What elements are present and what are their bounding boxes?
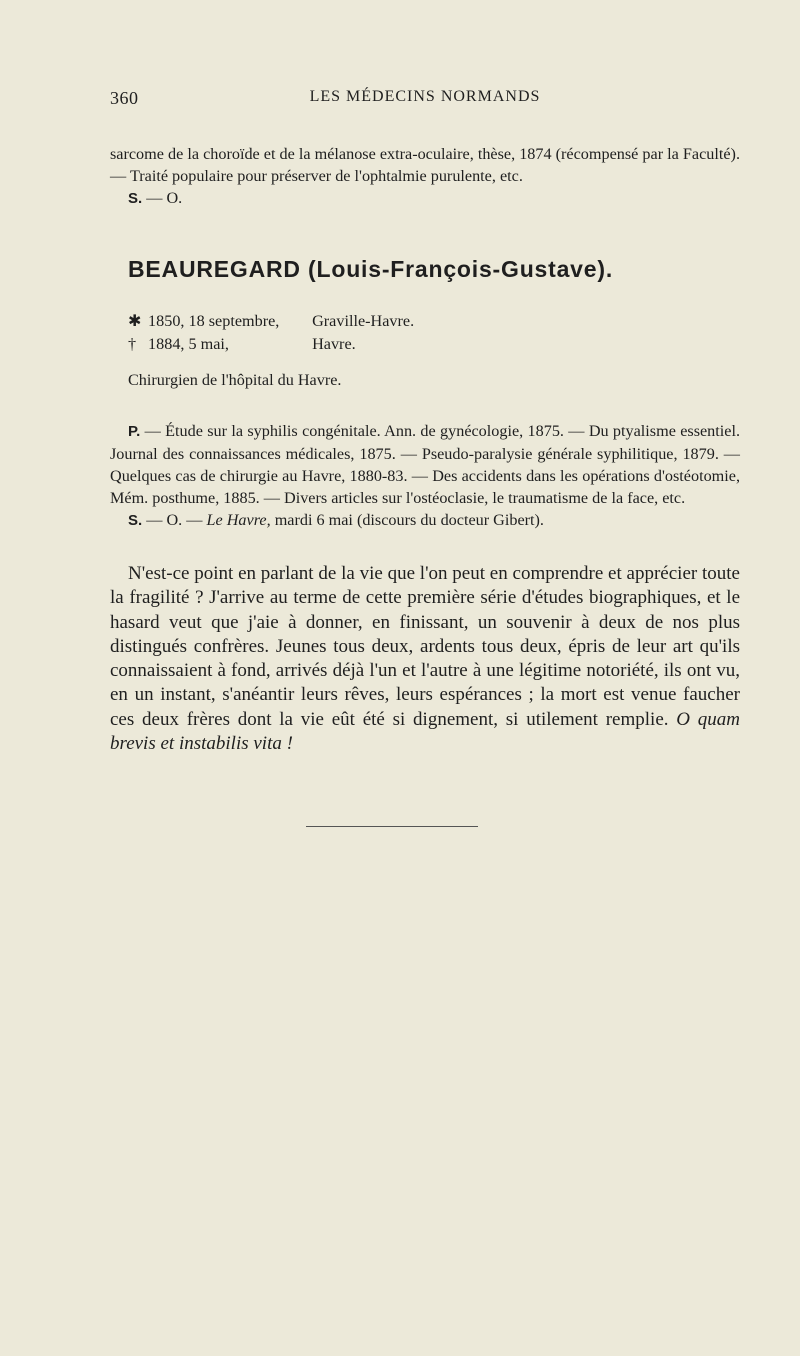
end-rule	[306, 826, 478, 827]
intro-text: sarcome de la choroïde et de la mélanose extra-oculaire, thèse, 1874 (récompensé par la Faculté). — Traité populaire pour préserver de l'ophtalmie purulente, etc.	[110, 145, 740, 185]
running-title: LES MÉDECINS NORMANDS	[309, 88, 541, 105]
entry-sig-rest: mardi 6 mai (discours du docteur Gibert).	[274, 511, 544, 529]
entry-signature	[110, 509, 740, 532]
pub-label: P.	[128, 423, 141, 440]
running-head	[110, 88, 740, 112]
entry-name-heading: BEAUREGARD (Louis-François-Gustave).	[128, 256, 614, 282]
latin-quote: O quam brevis et instabilis vita !	[110, 708, 740, 755]
pub-list: — Étude sur la syphilis congénitale. Ann. de gynécologie, 1875. — Du ptyalisme essentiel. Journal des connaissances médicales, 1875. — Pseudo-paralysie générale syphilitique, 1879. — Quelques cas de chirurgie au Havre, 1880-83. — Des accidents dans les opérations d'ostéotomie, Mém. posthume, 1885. — Divers articles sur l'ostéoclasie, le traumatisme de la face, etc.	[110, 422, 740, 507]
death-date: 1884, 5 mai,	[148, 335, 229, 353]
essay-text: N'est-ce point en parlant de la vie que l'on peut en comprendre et apprécier toute la fragilité ? J'arrive au terme de cette première série d'études biographiques, et le hasard veut que j'aie à donner, en finissant, un souvenir à deux de nos plus distingués confrères. Jeunes tous deux, ardents tous deux, épris de leur art qu'ils connaissaient à fond, arrivés déjà l'un et l'autre à une légitime notoriété, ils ont vu, en un instant, s'anéantir leurs rêves, leurs espérances ; la mort est venue faucher ces deux frères dont la vie eût été si dignement, si utilement remplie.	[110, 563, 740, 730]
entry-sig-prefix: — O. —	[146, 511, 203, 529]
intro-paragraph	[110, 143, 740, 210]
entry-sig-journal: Le Havre,	[206, 511, 271, 529]
closing-essay	[110, 562, 740, 756]
entry-sig-label: S.	[128, 512, 143, 529]
intro-sig-label: S.	[128, 190, 143, 207]
entry-role: Chirurgien de l'hôpital du Havre.	[128, 371, 342, 389]
birth-place: Graville-Havre.	[312, 312, 415, 330]
intro-sig-value: — O.	[146, 189, 183, 207]
death-line	[128, 333, 356, 355]
birth-line	[128, 310, 414, 332]
page-number: 360	[110, 88, 139, 108]
death-place: Havre.	[312, 335, 356, 353]
birth-star-icon: ✱	[128, 312, 142, 330]
publications-text	[110, 420, 740, 509]
death-dagger-icon: †	[128, 335, 137, 353]
intro-signature	[110, 187, 740, 210]
publications-paragraph	[110, 420, 740, 532]
birth-date: 1850, 18 septembre,	[148, 312, 280, 330]
